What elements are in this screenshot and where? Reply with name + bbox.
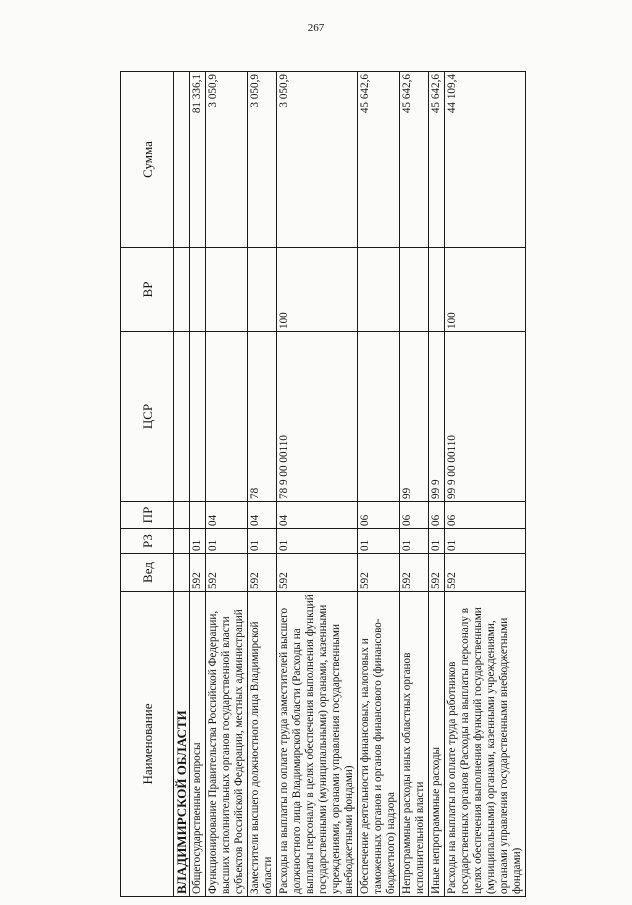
table-row <box>190 72 206 897</box>
table-row <box>445 72 526 897</box>
row-vr <box>429 248 445 332</box>
row-ved: 592 <box>190 554 206 592</box>
row-ved: 592 <box>248 554 277 592</box>
row-rz: 01 <box>445 529 526 554</box>
header-rz: РЗ <box>121 529 174 554</box>
row-vr <box>174 248 190 332</box>
row-vr <box>358 248 400 332</box>
row-pr: 06 <box>358 502 400 529</box>
header-name: Наименование <box>121 592 174 897</box>
header-csr: ЦСР <box>121 332 174 502</box>
row-csr: 99 9 00 00110 <box>445 332 526 502</box>
header-sum: Сумма <box>121 72 174 248</box>
table-row <box>248 72 277 897</box>
row-csr <box>174 332 190 502</box>
row-vr <box>248 248 277 332</box>
row-vr: 100 <box>445 248 526 332</box>
page-number: 267 <box>307 22 325 34</box>
row-ved: 592 <box>358 554 400 592</box>
row-rz: 01 <box>358 529 400 554</box>
row-sum: 45 642,6 <box>429 72 445 248</box>
row-rz: 01 <box>400 529 429 554</box>
row-sum: 44 109,4 <box>445 72 526 248</box>
row-name: Заместители высшего должностного лица Владимирской области <box>248 592 277 897</box>
row-csr: 78 9 00 00110 <box>277 332 358 502</box>
row-ved: 592 <box>206 554 248 592</box>
rotated-table-sheet <box>120 72 523 897</box>
row-vr: 100 <box>277 248 358 332</box>
row-pr: 06 <box>429 502 445 529</box>
row-csr: 99 9 <box>429 332 445 502</box>
row-csr: 99 <box>400 332 429 502</box>
table-row <box>429 72 445 897</box>
row-ved: 592 <box>429 554 445 592</box>
row-pr: 04 <box>277 502 358 529</box>
header-pr: ПР <box>121 502 174 529</box>
row-sum <box>174 72 190 248</box>
row-rz <box>174 529 190 554</box>
row-pr: 06 <box>445 502 526 529</box>
row-name: Обеспечение деятельности финансовых, налоговых и таможенных органов и органов финансового (финансово-бюджетного) надзора <box>358 592 400 897</box>
table-row <box>206 72 248 897</box>
budget-table <box>120 71 526 897</box>
row-name: ВЛАДИМИРСКОЙ ОБЛАСТИ <box>174 592 190 897</box>
row-sum: 3 050,9 <box>277 72 358 248</box>
table-header-row <box>121 72 174 897</box>
row-csr: 78 <box>248 332 277 502</box>
row-sum: 3 050,9 <box>206 72 248 248</box>
row-vr <box>190 248 206 332</box>
table-row <box>358 72 400 897</box>
row-name: Иные непрограммные расходы <box>429 592 445 897</box>
row-rz: 01 <box>429 529 445 554</box>
row-name: Общегосударственные вопросы <box>190 592 206 897</box>
table-row <box>277 72 358 897</box>
row-name: Расходы на выплаты по оплате труда работников государственных органов (Расходы на выплаты персоналу в целях обеспечения выполнения функций государственными (муниципальными) органами, казенными учреждениями, органами управления государственными внебюджетными фондами) <box>445 592 526 897</box>
row-ved: 592 <box>277 554 358 592</box>
row-ved: 592 <box>445 554 526 592</box>
table-rotation-wrapper <box>120 72 523 897</box>
row-rz: 01 <box>248 529 277 554</box>
row-rz: 01 <box>190 529 206 554</box>
row-sum: 3 050,9 <box>248 72 277 248</box>
row-csr <box>358 332 400 502</box>
row-sum: 81 336,1 <box>190 72 206 248</box>
row-ved: 592 <box>400 554 429 592</box>
row-pr: 06 <box>400 502 429 529</box>
row-csr <box>190 332 206 502</box>
row-ved <box>174 554 190 592</box>
table-row <box>400 72 429 897</box>
row-pr <box>174 502 190 529</box>
row-rz: 01 <box>206 529 248 554</box>
row-pr: 04 <box>248 502 277 529</box>
row-name: Функционирование Правительства Российской Федерации, высших исполнительных органов государственной власти субъектов Российской Федерации, местных администраций <box>206 592 248 897</box>
row-vr <box>400 248 429 332</box>
table-row <box>174 72 190 897</box>
row-pr <box>190 502 206 529</box>
row-vr <box>206 248 248 332</box>
row-sum: 45 642,6 <box>400 72 429 248</box>
header-vr: ВР <box>121 248 174 332</box>
row-sum: 45 642,6 <box>358 72 400 248</box>
row-name: Расходы на выплаты по оплате труда заместителей высшего должностного лица Владимирской области (Расходы на выплаты персоналу в целях обеспечения выполнения функций государственными (муниципальными) органами, казенными учреждениями, органами управления государственными внебюджетными фондами) <box>277 592 358 897</box>
row-pr: 04 <box>206 502 248 529</box>
header-ved: Вед <box>121 554 174 592</box>
row-csr <box>206 332 248 502</box>
row-rz: 01 <box>277 529 358 554</box>
row-name: Непрограммные расходы иных областных органов исполнительной власти <box>400 592 429 897</box>
